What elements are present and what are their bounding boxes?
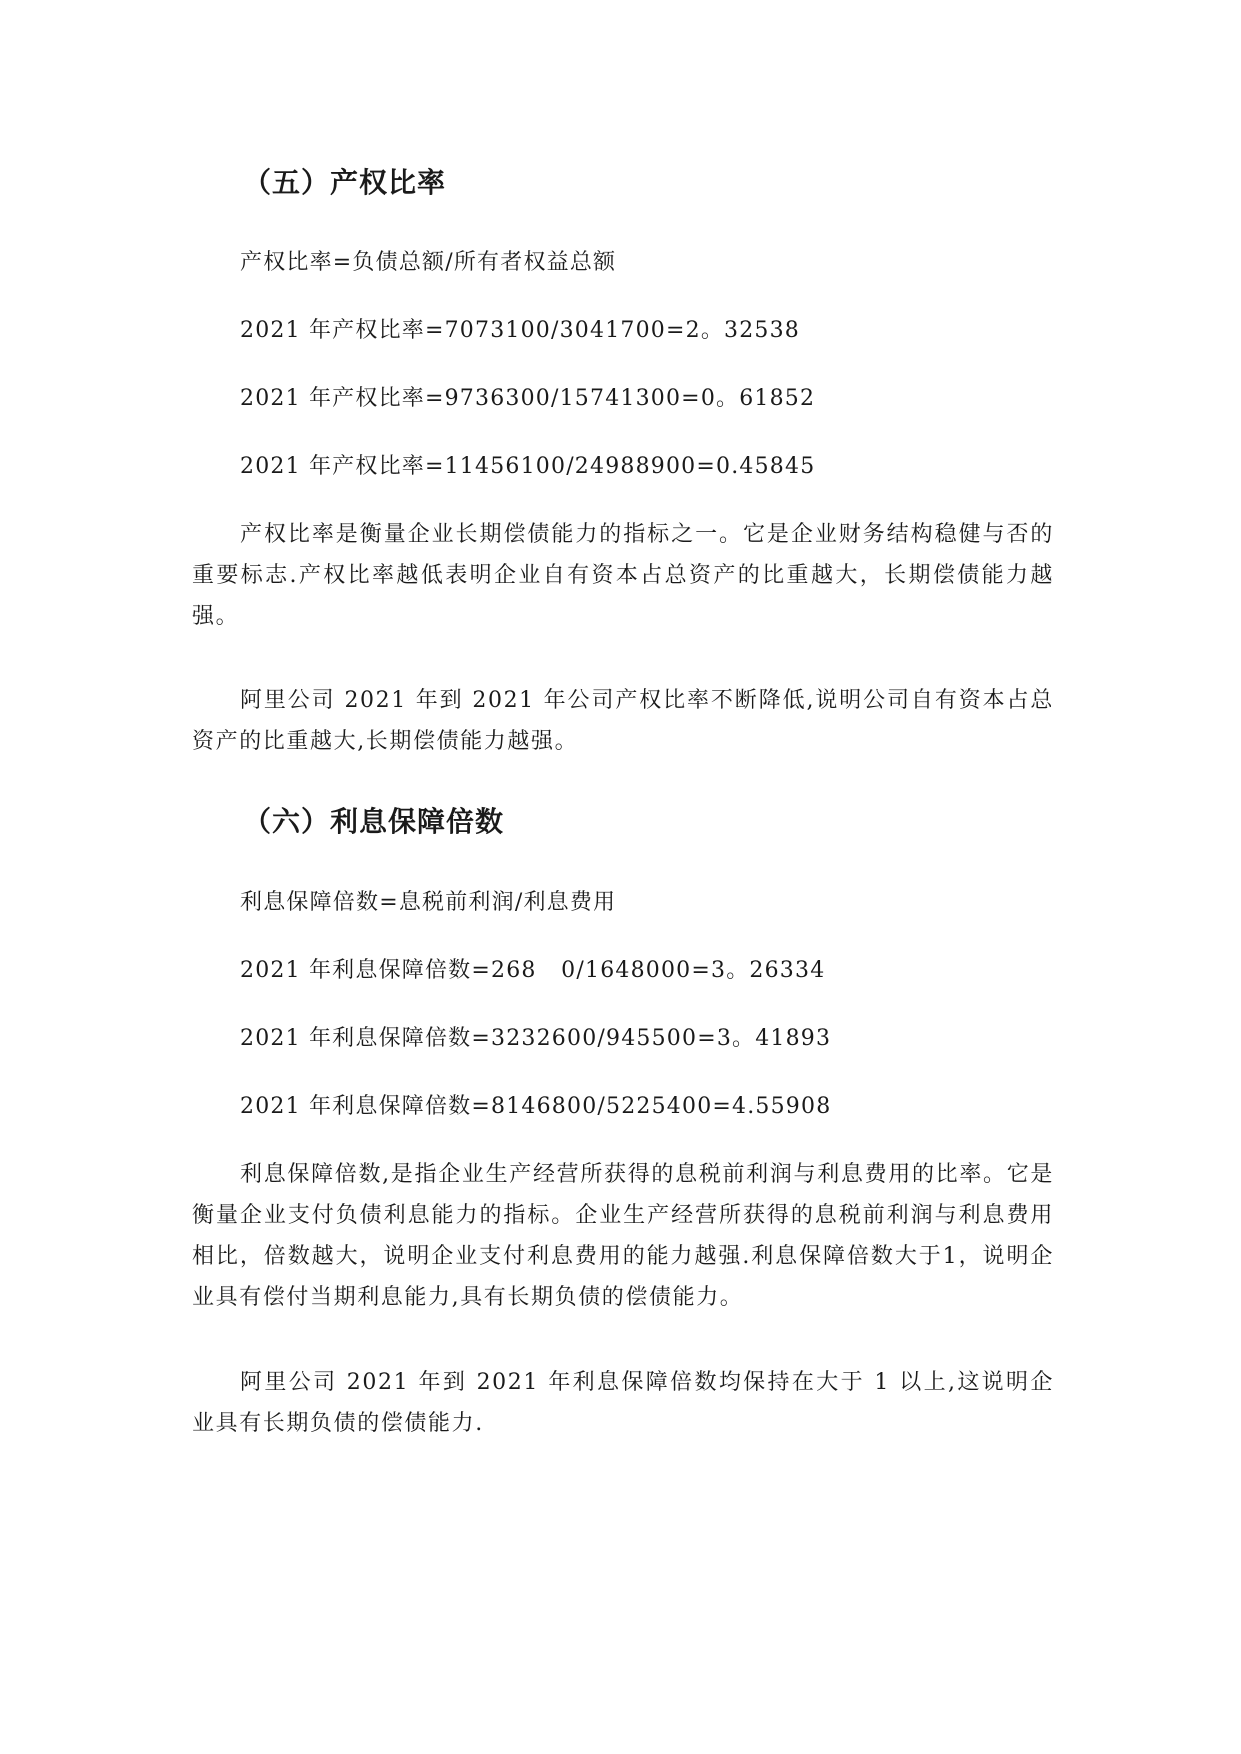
section-heading-interest-coverage: （六）利息保障倍数 xyxy=(243,805,505,838)
paragraph-debt-equity-conclusion: 阿里公司 2021 年到 2021 年公司产权比率不断降低,说明公司自有资本占总资产的比重越大,长期偿债能力越强。 xyxy=(192,688,1054,754)
calc-line: 2021 年利息保障倍数=3232600/945500=3。41893 xyxy=(240,1026,832,1051)
paragraph-interest-coverage-explanation: 利息保障倍数,是指企业生产经营所获得的息税前利润与利息费用的比率。它是衡量企业支付负债利息能力的指标。企业生产经营所获得的息税前利润与利息费用相比，倍数越大，说明企业支付利息费用的能力越强.利息保障倍数大于1，说明企业具有偿付当期利息能力,具有长期负债的偿债能力。 xyxy=(192,1162,1054,1310)
calc-line: 2021 年利息保障倍数=268 0/1648000=3。26334 xyxy=(240,958,826,983)
calc-line: 2021 年产权比率=11456100/24988900=0.45845 xyxy=(240,454,816,479)
formula-debt-equity-ratio: 产权比率=负债总额/所有者权益总额 xyxy=(240,250,617,275)
paragraph-debt-equity-explanation: 产权比率是衡量企业长期偿债能力的指标之一。它是企业财务结构稳健与否的重要标志.产权比率越低表明企业自有资本占总资产的比重越大，长期偿债能力越强。 xyxy=(192,522,1054,629)
calc-line: 2021 年产权比率=7073100/3041700=2。32538 xyxy=(240,318,801,343)
paragraph-interest-coverage-conclusion: 阿里公司 2021 年到 2021 年利息保障倍数均保持在大于 1 以上,这说明企业具有长期负债的偿债能力. xyxy=(192,1370,1054,1436)
formula-interest-coverage: 利息保障倍数=息税前利润/利息费用 xyxy=(240,890,617,915)
calc-line: 2021 年产权比率=9736300/15741300=0。61852 xyxy=(240,386,816,411)
section-heading-debt-equity-ratio: （五）产权比率 xyxy=(243,166,447,199)
calc-line: 2021 年利息保障倍数=8146800/5225400=4.55908 xyxy=(240,1094,832,1119)
